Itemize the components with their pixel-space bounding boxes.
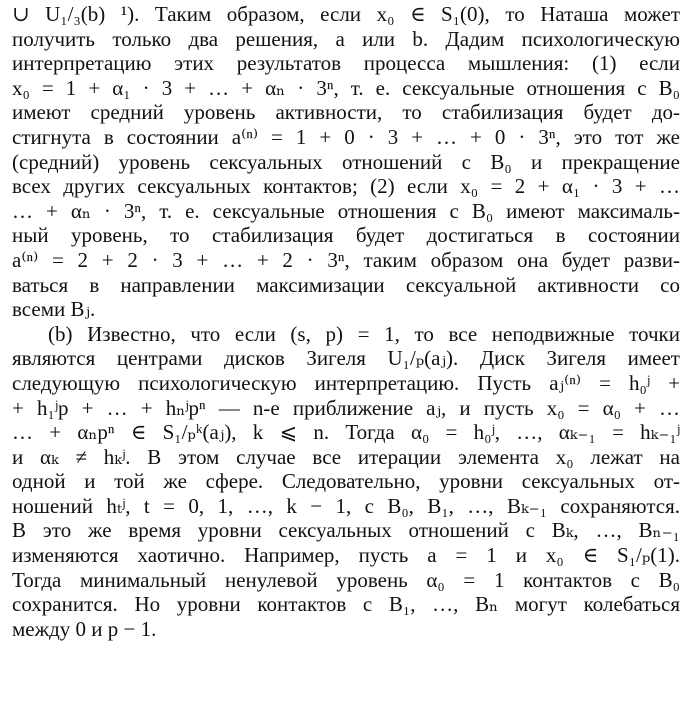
text-line: (b) Известно, что если (s, p) = 1, то все неподвижные точки: [48, 321, 680, 346]
text-line: x₀ = 1 + α₁ · 3 + … + αₙ · 3ⁿ, т. е. сексуальные отношения с B₀: [12, 75, 680, 100]
text-line: ∪ U₁/₃(b) ¹). Таким образом, если x₀ ∈ S₁(0), то Наташа может: [12, 2, 680, 26]
text-line: стигнута в состоянии a⁽ⁿ⁾ = 1 + 0 · 3 + … + 0 · 3ⁿ, это тот же: [12, 124, 680, 149]
text-line: В это же время уровни сексуальных отношений с Bₖ, …, Bₙ₋₁: [12, 518, 680, 543]
text-line: сохранится. Но уровни контактов с B₁, …, Bₙ могут колебаться: [12, 592, 680, 617]
text-line: всех других сексуальных контактов; (2) если x₀ = 2 + α₁ · 3 + …: [12, 174, 680, 199]
text-line: ношений hₜʲ, t = 0, 1, …, k − 1, с B₀, B₁, …, Bₖ₋₁ сохраняются.: [12, 493, 680, 518]
text-line: изменяются хаотично. Например, пусть a = 1 и x₀ ∈ S₁/ₚ(1).: [12, 543, 680, 568]
text-line: … + αₙ · 3ⁿ, т. е. сексуальные отношения с B₀ имеют максималь-: [12, 198, 680, 223]
text-line: получить только два решения, a или b. Дадим психологическую: [12, 26, 680, 51]
text-line: интерпретацию этих результатов процесса мышления: (1) если: [12, 51, 680, 76]
text-line: a⁽ⁿ⁾ = 2 + 2 · 3 + … + 2 · 3ⁿ, таким образом она будет разви-: [12, 247, 680, 272]
text-line: одной и той же сфере. Следовательно, уровни сексуальных от-: [12, 469, 680, 494]
text-line: следующую психологическую интерпретацию. Пусть aⱼ⁽ⁿ⁾ = h₀ʲ +: [12, 370, 680, 395]
text-line: имеют средний уровень активности, то стабилизация будет до-: [12, 100, 680, 125]
text-line: и αₖ ≠ hₖʲ. В этом случае все итерации элемента x₀ лежат на: [12, 444, 680, 469]
text-line: Тогда минимальный ненулевой уровень α₀ = 1 контактов с B₀: [12, 567, 680, 592]
text-line: … + αₙpⁿ ∈ S₁/ₚᵏ(aⱼ), k ⩽ n. Тогда α₀ = h₀ʲ, …, αₖ₋₁ = hₖ₋₁ʲ: [12, 420, 680, 445]
text-line: + h₁ʲp + … + hₙʲpⁿ — n-е приближение aⱼ, и пусть x₀ = α₀ + …: [12, 395, 680, 420]
paragraph-b: [12, 322, 680, 642]
text-line: являются центрами дисков Зигеля U₁/ₚ(aⱼ). Диск Зигеля имеет: [12, 346, 680, 371]
text-line: всеми Bⱼ.: [12, 297, 96, 322]
text-line: ваться в направлении максимизации сексуальной активности со: [12, 272, 680, 297]
paragraph-a: [12, 2, 680, 322]
text-line: между 0 и p − 1.: [12, 616, 157, 641]
text-line: (средний) уровень сексуальных отношений с B₀ и прекращение: [12, 149, 680, 174]
text-line: ный уровень, то стабилизация будет достигаться в состоянии: [12, 223, 680, 248]
